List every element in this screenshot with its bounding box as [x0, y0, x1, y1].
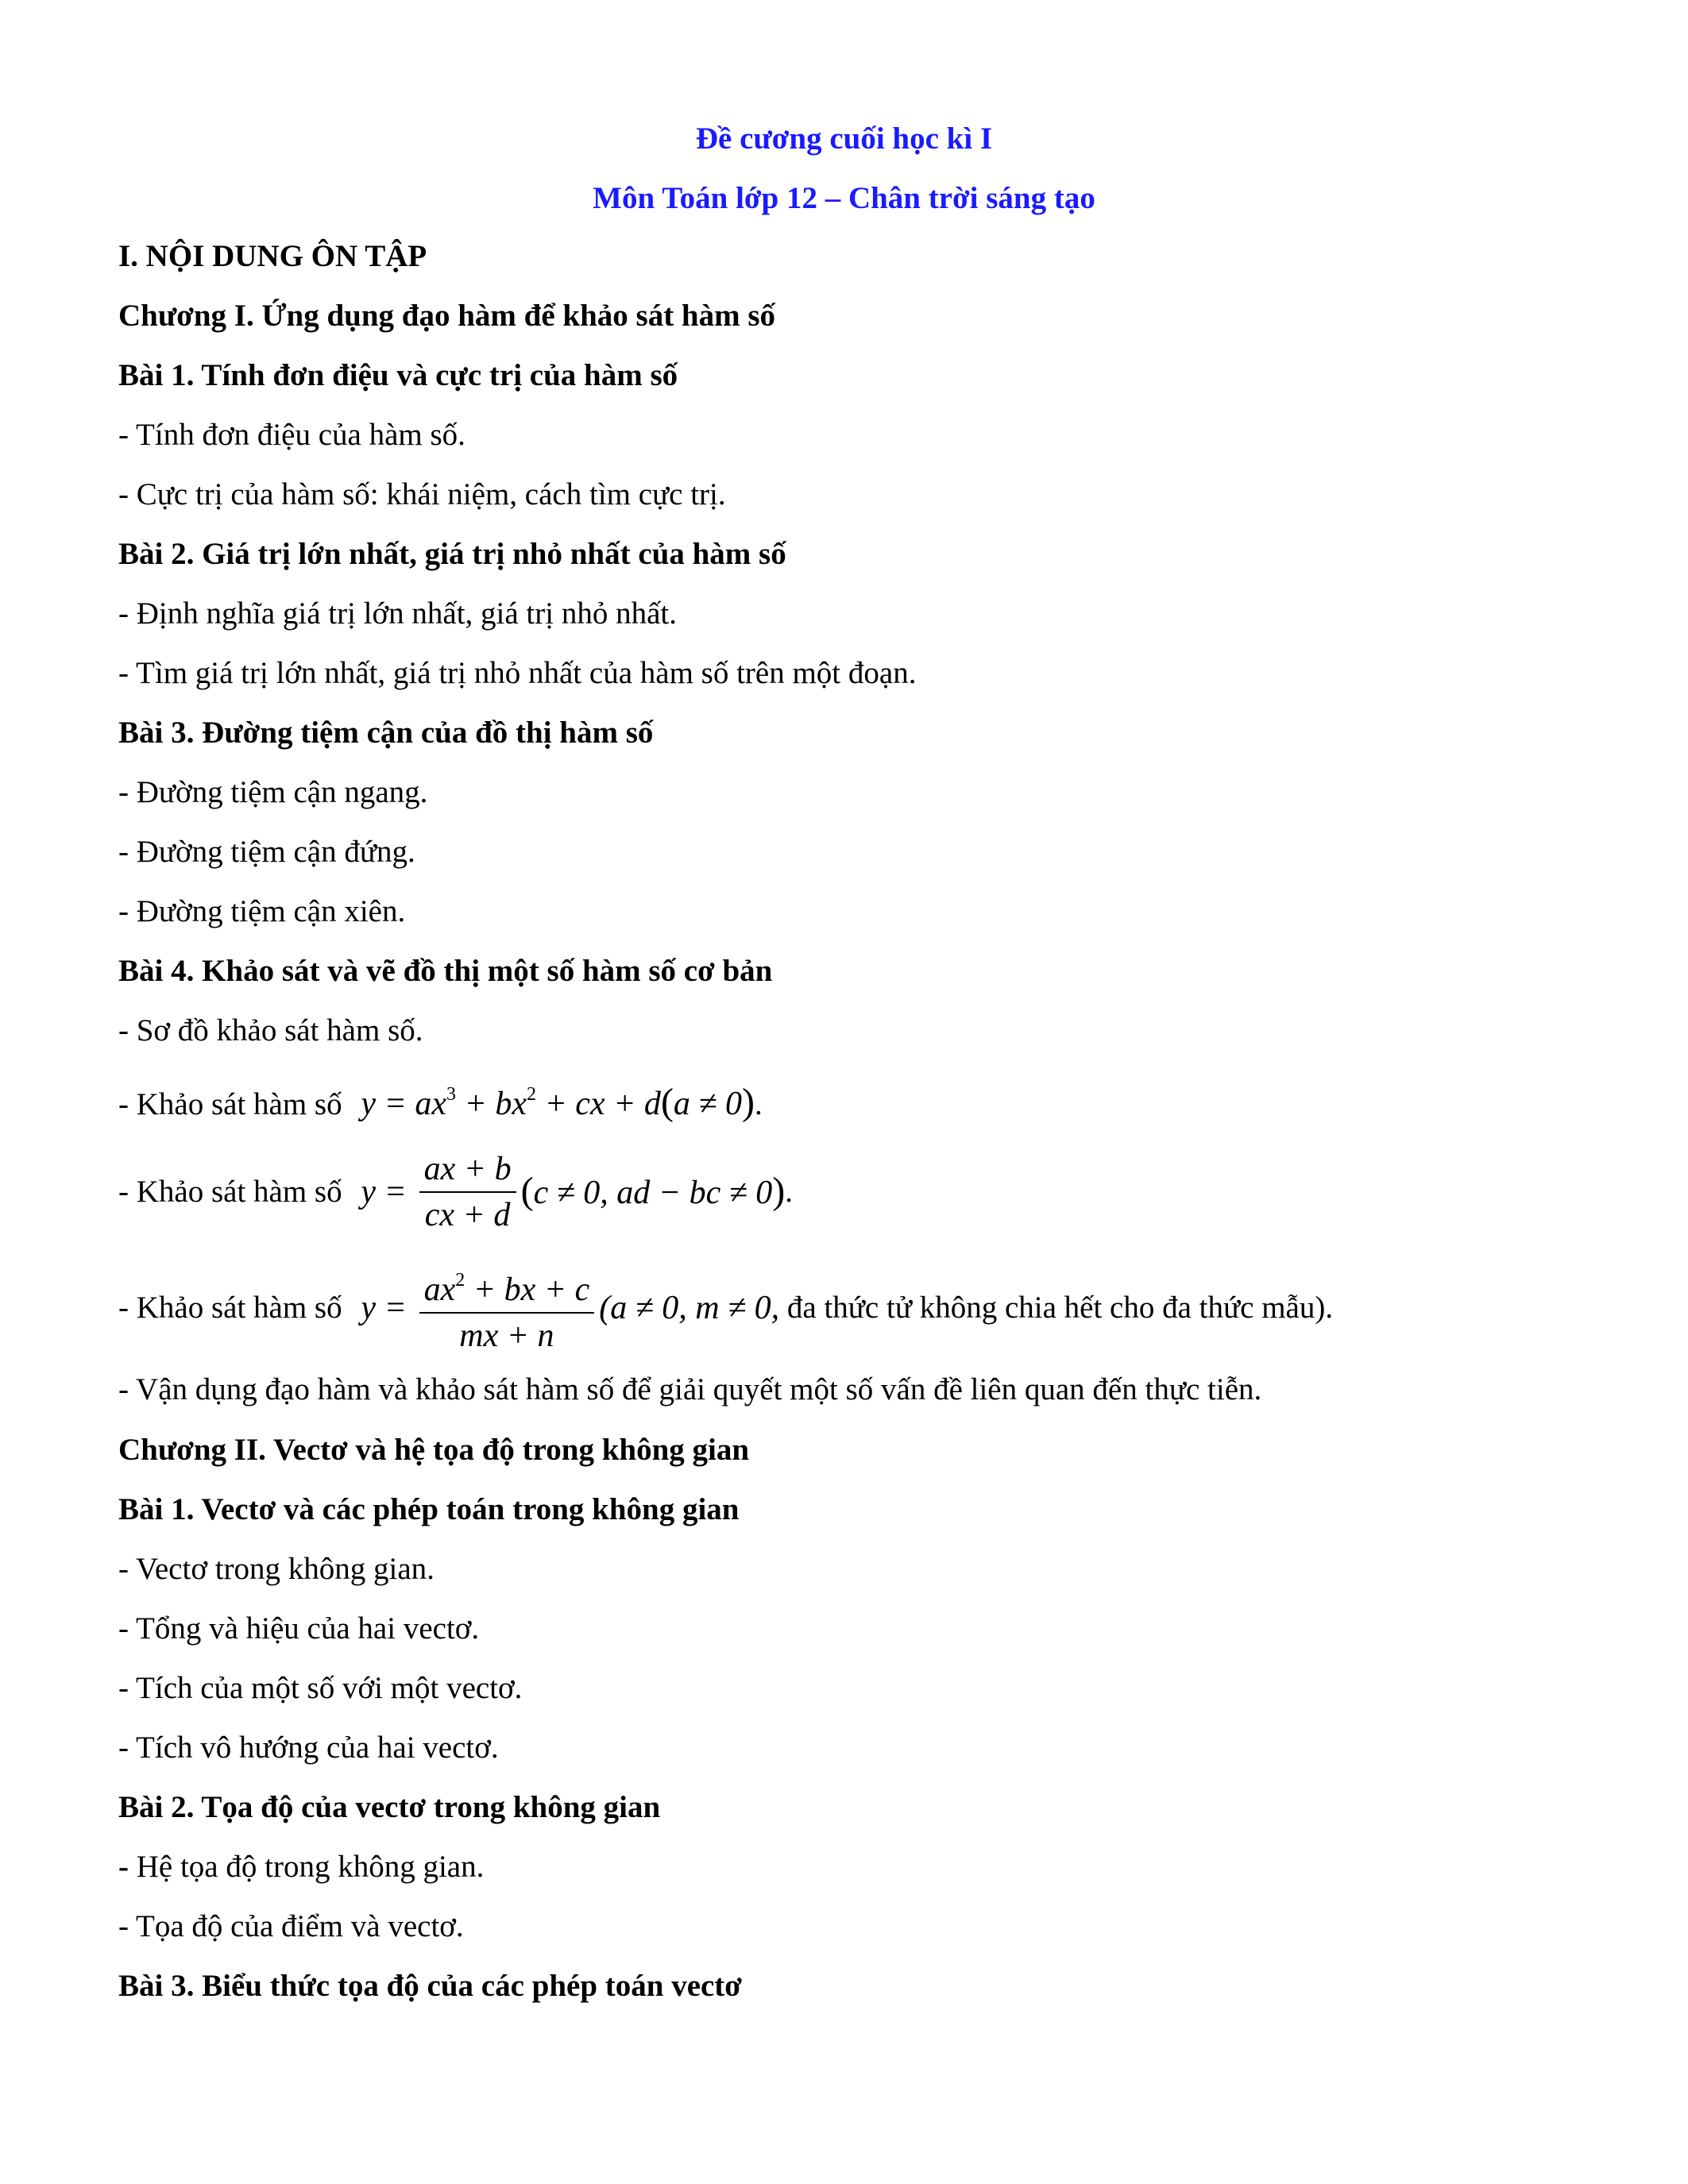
list-item: - Tổng và hiệu của hai vectơ.: [118, 1611, 480, 1646]
formula-fraction: [419, 1261, 595, 1355]
list-item: - Tích của một số với một vectơ.: [118, 1671, 523, 1705]
document-subtitle: Môn Toán lớp 12 – Chân trời sáng tạo: [593, 181, 1095, 215]
list-item: - Định nghĩa giá trị lớn nhất, giá trị nhỏ nhất.: [118, 596, 677, 631]
formula-condition-text: đa thức tử không chia hết cho đa thức mẫu).: [779, 1291, 1334, 1325]
formula-condition: (a ≠ 0, m ≠ 0,: [599, 1290, 780, 1326]
list-item: - Tọa độ của điểm và vectơ.: [118, 1909, 464, 1943]
formula-lhs: y =: [361, 1174, 407, 1210]
lesson-heading: Bài 2. Giá trị lớn nhất, giá trị nhỏ nhất của hàm số: [118, 537, 786, 571]
formula-rational-item: - Khảo sát hàm số y = $\frac{ax + b}{cx + d}$ (c ≠ 0, ad − bc ≠ 0).: [118, 1151, 794, 1233]
formula-condition: (c ≠ 0, ad − bc ≠ 0): [520, 1170, 786, 1212]
list-item: - Tính đơn điệu của hàm số.: [118, 418, 465, 452]
item-prefix: - Khảo sát hàm số: [118, 1291, 342, 1325]
lesson-heading: Bài 3. Biểu thức tọa độ của các phép toán vectơ: [118, 1969, 742, 2003]
list-item: - Đường tiệm cận đứng.: [118, 835, 415, 869]
section-heading: I. NỘI DUNG ÔN TẬP: [118, 239, 427, 273]
formula-fraction: [419, 1150, 516, 1234]
item-prefix: - Khảo sát hàm số: [118, 1087, 342, 1121]
list-item: - Vectơ trong không gian.: [118, 1552, 435, 1586]
list-item: - Đường tiệm cận xiên.: [118, 894, 406, 928]
lesson-heading: Bài 2. Tọa độ của vectơ trong không gian: [118, 1790, 661, 1824]
formula-cubic-item: - Khảo sát hàm số $y = ax^3 + bx^2$ + cx + d(a ≠ 0).: [118, 1081, 763, 1123]
list-item: - Tìm giá trị lớn nhất, giá trị nhỏ nhất của hàm số trên một đoạn.: [118, 656, 917, 690]
fraction-denominator: cx + d: [424, 1197, 511, 1233]
fraction-denominator: mx + n: [459, 1318, 554, 1354]
list-item: - Tích vô hướng của hai vectơ.: [118, 1731, 499, 1765]
list-item: - Sơ đồ khảo sát hàm số.: [118, 1013, 423, 1048]
lesson-heading: Bài 4. Khảo sát và vẽ đồ thị một số hàm số cơ bản: [118, 954, 773, 988]
list-item: - Đường tiệm cận ngang.: [118, 775, 428, 809]
formula-lhs: y =: [361, 1290, 407, 1326]
chapter-heading: Chương II. Vectơ và hệ tọa độ trong không gian: [118, 1433, 750, 1467]
chapter-heading: Chương I. Ứng dụng đạo hàm để khảo sát hàm số: [118, 299, 776, 333]
lesson-heading: Bài 3. Đường tiệm cận của đồ thị hàm số: [118, 716, 654, 750]
fraction-numerator: $ax^2$ + bx + c: [419, 1261, 595, 1314]
lesson-heading: Bài 1. Tính đơn điệu và cực trị của hàm số: [118, 358, 678, 392]
item-prefix: - Khảo sát hàm số: [118, 1175, 342, 1209]
list-item: - Cực trị của hàm số: khái niệm, cách tìm cực trị.: [118, 477, 726, 511]
formula-quadratic-rational-item: [118, 1261, 1333, 1355]
document-title: Đề cương cuối học kì I: [695, 122, 993, 156]
list-item: - Vận dụng đạo hàm và khảo sát hàm số để giải quyết một số vấn đề liên quan đến thực tiễn.: [118, 1372, 1262, 1406]
list-item: - Hệ tọa độ trong không gian.: [118, 1850, 485, 1884]
formula-cubic: $y = ax^3 + bx^2$ + cx + d(a ≠ 0): [361, 1081, 755, 1123]
lesson-heading: Bài 1. Vectơ và các phép toán trong không gian: [118, 1492, 740, 1526]
fraction-numerator: ax + b: [419, 1150, 516, 1193]
